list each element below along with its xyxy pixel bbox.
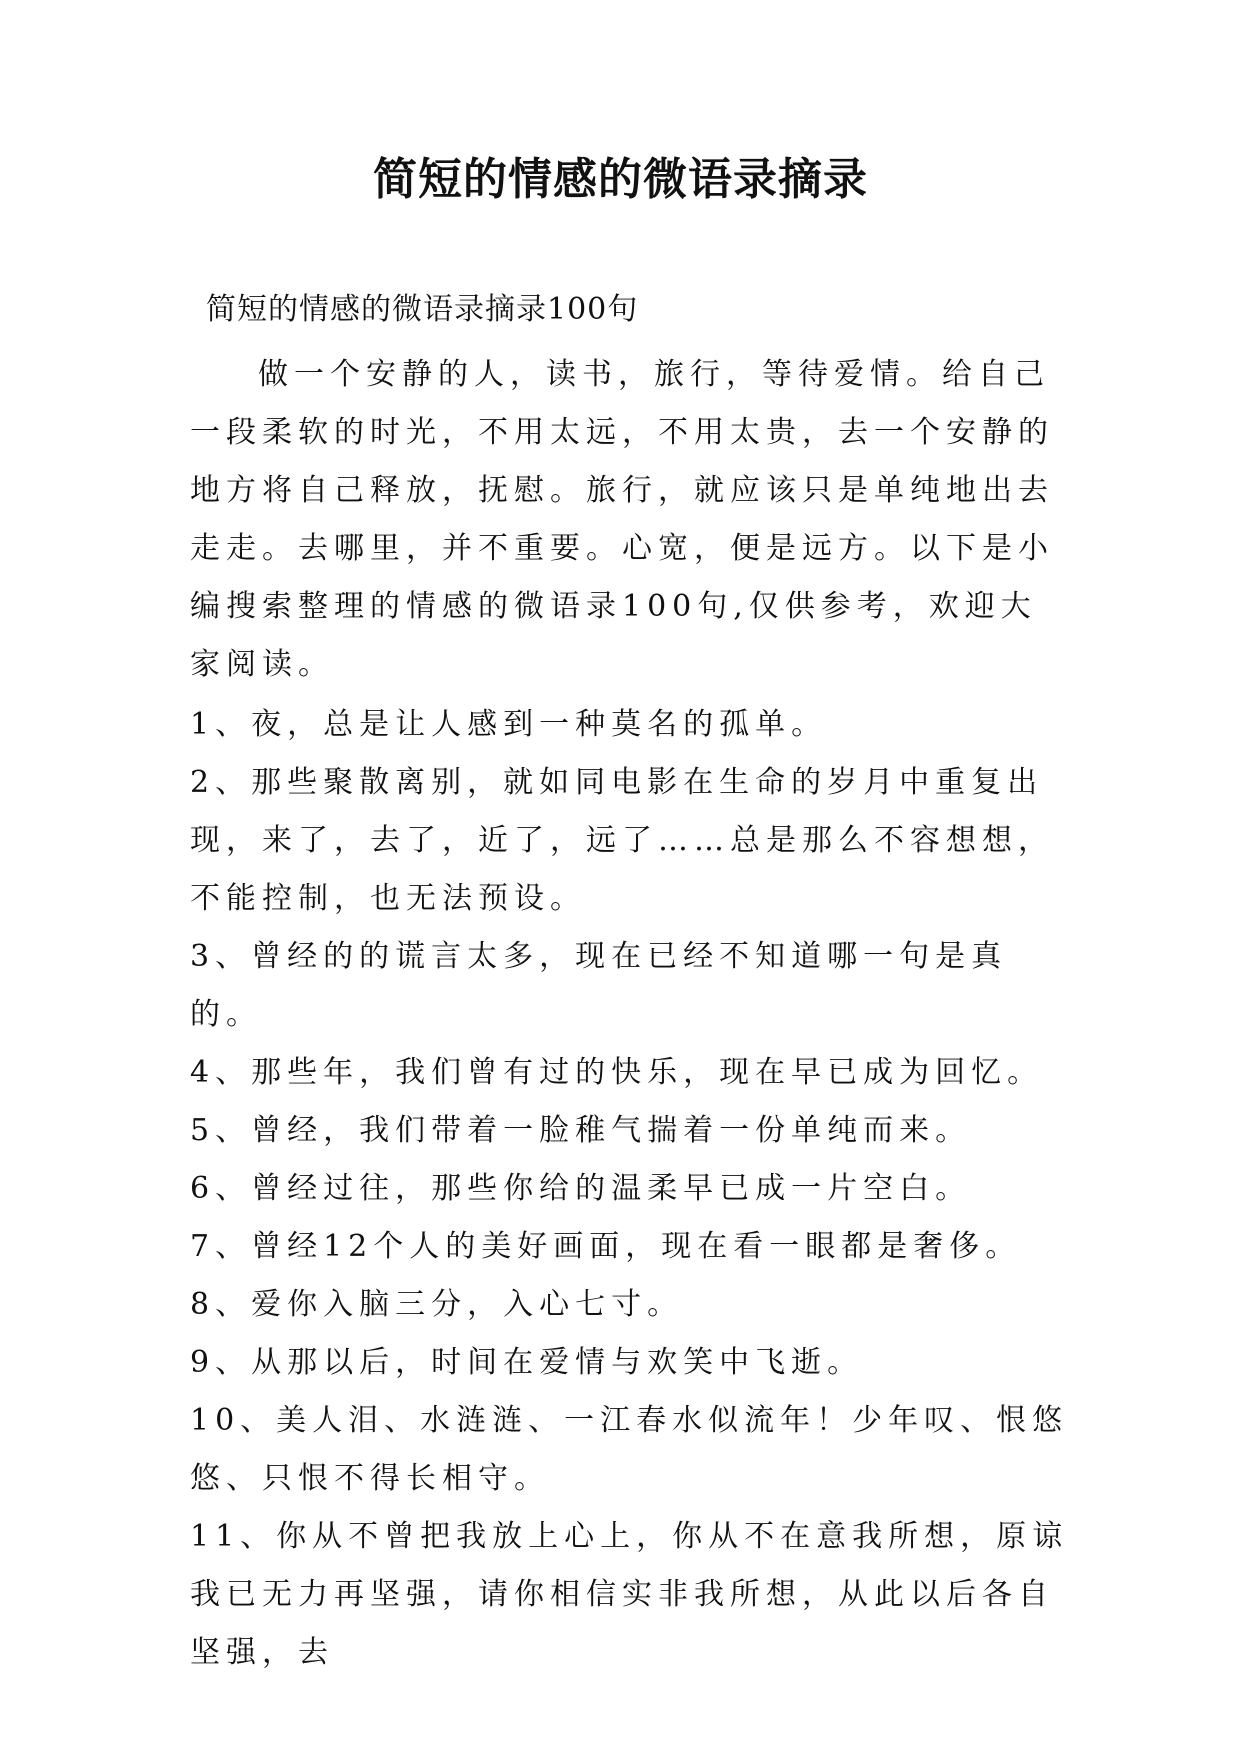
- list-item: 10、美人泪、水涟涟、一江春水似流年！少年叹、恨悠悠、只恨不得长相守。: [190, 1403, 1069, 1496]
- list-item: 2、那些聚散离别，就如同电影在生命的岁月中重复出现，来了，去了，近了，远了……总是那么不容想想，不能控制，也无法预设。: [190, 765, 1054, 916]
- list-item: 7、曾经12个人的美好画面，现在看一眼都是奢侈。: [190, 1229, 1022, 1264]
- list-item: 8、爱你入脑三分，入心七寸。: [190, 1287, 684, 1322]
- list-item: 3、曾经的的谎言太多，现在已经不知道哪一句是真的。: [190, 939, 1008, 1032]
- list-item: 1、夜，总是让人感到一种莫名的孤单。: [190, 707, 828, 742]
- quote-list: [190, 696, 1070, 1682]
- list-item: 11、你从不曾把我放上心上，你从不在意我所想，原谅我已无力再坚强，请你相信实非我所想，从此以后各自坚强，去: [190, 1519, 1069, 1670]
- document-title: 简短的情感的微语录摘录: [373, 154, 868, 205]
- list-item: 6、曾经过往，那些你给的温柔早已成一片空白。: [190, 1171, 972, 1206]
- list-item: 4、那些年，我们曾有过的快乐，现在早已成为回忆。: [190, 1055, 1044, 1090]
- list-item: 9、从那以后，时间在爱情与欢笑中飞逝。: [190, 1345, 864, 1380]
- document-subtitle: 简短的情感的微语录摘录100句: [206, 292, 639, 327]
- intro-paragraph: 做一个安静的人，读书，旅行，等待爱情。给自己一段柔软的时光，不用太远，不用太贵，去一个安静的地方将自己释放，抚慰。旅行，就应该只是单纯地出去走走。去哪里，并不重要。心宽，便是远方。以下是小编搜索整理的情感的微语录100句,仅供参考，欢迎大家阅读。: [190, 357, 1054, 682]
- list-item: 5、曾经，我们带着一脸稚气揣着一份单纯而来。: [190, 1113, 972, 1148]
